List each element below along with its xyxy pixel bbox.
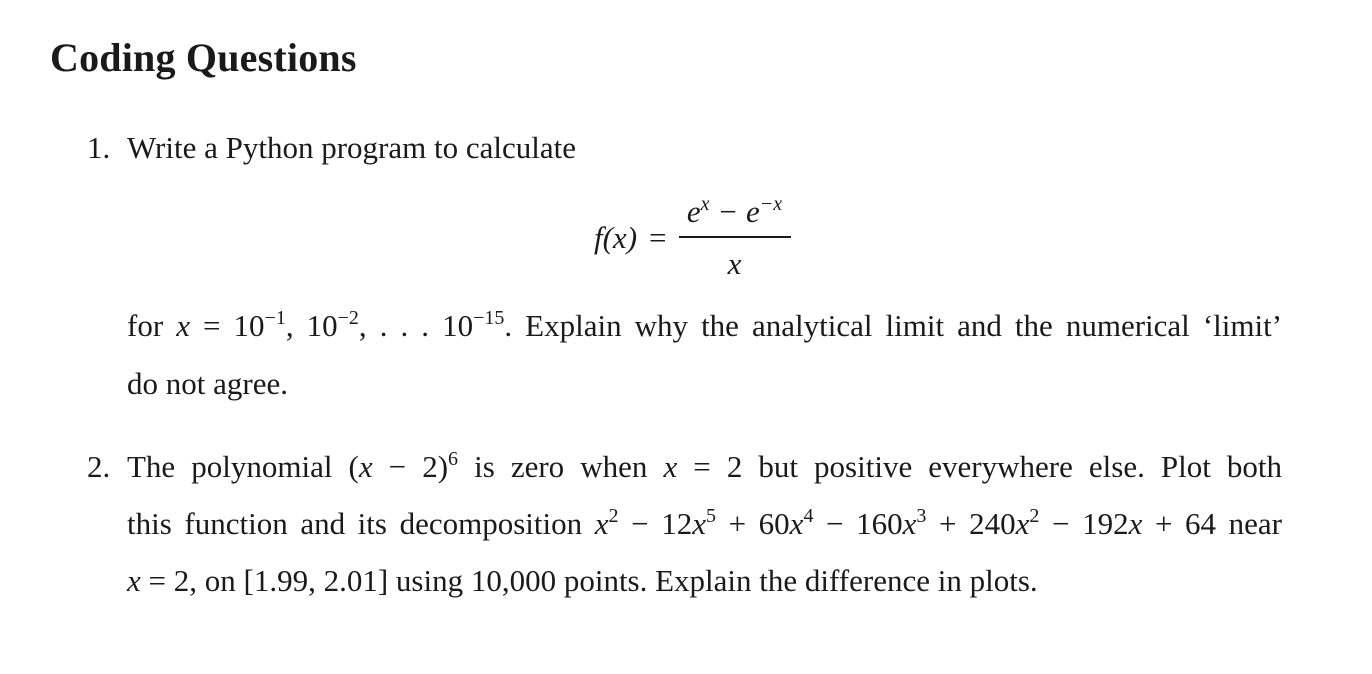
question-2-line-1-text (127, 448, 1283, 484)
question-2-x-equals: x = 2 (663, 449, 743, 484)
question-number: 2. (87, 449, 111, 484)
question-2-polynomial-text: The polynomial (127, 449, 333, 484)
question-2-binomial: $(x - 2)^6$ (348, 448, 459, 484)
question-2-explain-text: using 10,000 points. Explain the difference in plots. (395, 563, 1038, 598)
question-2-zero-text: is zero when (474, 449, 648, 484)
equation-equals: = (649, 220, 667, 255)
display-equation (594, 193, 791, 281)
question-number: 1. (87, 130, 111, 165)
question-2-on-text: on (204, 563, 236, 598)
equation-fraction (679, 194, 791, 281)
equation-lhs: f(x) (594, 220, 638, 255)
page-title: Coding Questions (50, 35, 357, 80)
question-1-for: for (127, 308, 164, 343)
question-2-line-2 (127, 505, 1282, 541)
question-2-interval: [1.99, 2.01] (243, 563, 389, 598)
question-1-intro: Write a Python program to calculate (127, 130, 576, 165)
question-2-line-1 (87, 451, 127, 482)
question-2-near-text: near (1228, 506, 1282, 541)
question-2-x-point: x = 2, (127, 563, 197, 598)
question-2-positive-text: but positive everywhere else. Plot both (758, 449, 1283, 484)
question-1-explain: Explain why the analytical limit and the numerical ‘limit’ (525, 308, 1283, 343)
equation-denominator: x (727, 245, 742, 281)
question-1-line-2 (127, 307, 1283, 343)
question-1-line-3: do not agree. (127, 366, 288, 401)
question-2-decomposition-text: this function and its decomposition (127, 506, 583, 541)
question-1-x-range: $x = 10^{-1}$, $10^{-2}$, . . . $10^{-15}$. (176, 307, 513, 343)
question-2-expansion: $x^2 - 12x^5 + 60x^4 - 160x^3 + 240x^2 - 192x + 64$ (594, 505, 1217, 541)
equation-numerator: $e^x - e^{-x}$ (686, 193, 783, 230)
question-1-line-1 (87, 132, 576, 163)
question-2-line-3 (127, 565, 1038, 596)
